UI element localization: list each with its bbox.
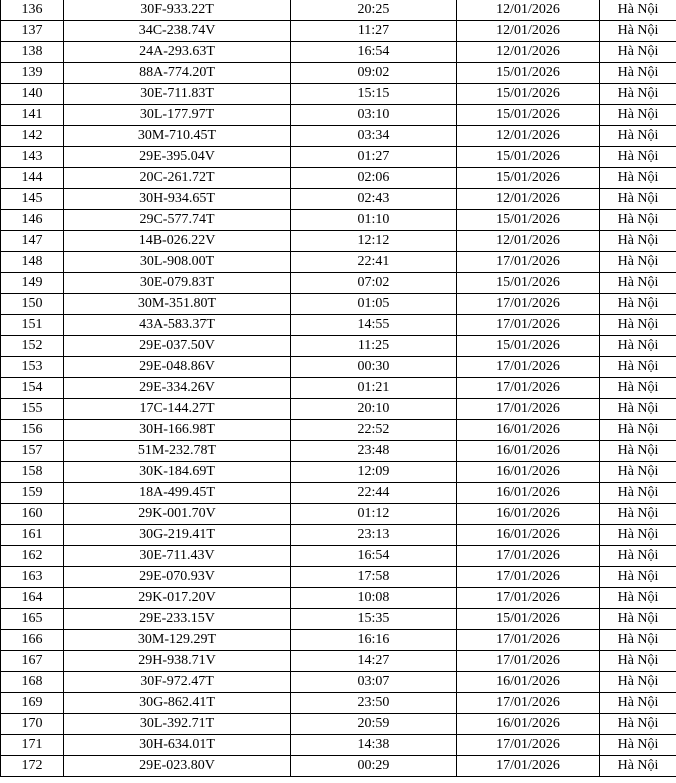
- table-row: [1, 231, 676, 252]
- time-cell: 15:35: [291, 609, 457, 630]
- time-cell: 01:27: [291, 147, 457, 168]
- time-cell: 14:38: [291, 735, 457, 756]
- license-plate-cell: 34C-238.74V: [64, 21, 291, 42]
- date-cell: 17/01/2026: [457, 756, 600, 777]
- date-cell: 17/01/2026: [457, 315, 600, 336]
- table-row: [1, 294, 676, 315]
- table-row: [1, 504, 676, 525]
- date-cell: 15/01/2026: [457, 210, 600, 231]
- license-plate-cell: 29E-334.26V: [64, 378, 291, 399]
- date-cell: 17/01/2026: [457, 294, 600, 315]
- license-plate-cell: 43A-583.37T: [64, 315, 291, 336]
- license-plate-cell: 30L-908.00T: [64, 252, 291, 273]
- time-cell: 16:54: [291, 546, 457, 567]
- time-cell: 23:13: [291, 525, 457, 546]
- date-cell: 17/01/2026: [457, 567, 600, 588]
- row-number-cell: 136: [1, 0, 64, 21]
- row-number-cell: 162: [1, 546, 64, 567]
- time-cell: 16:16: [291, 630, 457, 651]
- table-row: [1, 336, 676, 357]
- location-cell: Hà Nội: [600, 63, 676, 84]
- location-cell: Hà Nội: [600, 210, 676, 231]
- table-row: [1, 756, 676, 777]
- table-row: [1, 126, 676, 147]
- location-cell: Hà Nội: [600, 294, 676, 315]
- row-number-cell: 147: [1, 231, 64, 252]
- license-plate-cell: 30F-972.47T: [64, 672, 291, 693]
- time-cell: 11:25: [291, 336, 457, 357]
- time-cell: 07:02: [291, 273, 457, 294]
- location-cell: Hà Nội: [600, 735, 676, 756]
- table-row: [1, 546, 676, 567]
- date-cell: 15/01/2026: [457, 105, 600, 126]
- table-row: [1, 210, 676, 231]
- table-row: [1, 609, 676, 630]
- row-number-cell: 156: [1, 420, 64, 441]
- time-cell: 10:08: [291, 588, 457, 609]
- location-cell: Hà Nội: [600, 126, 676, 147]
- location-cell: Hà Nội: [600, 651, 676, 672]
- row-number-cell: 172: [1, 756, 64, 777]
- location-cell: Hà Nội: [600, 483, 676, 504]
- date-cell: 15/01/2026: [457, 273, 600, 294]
- row-number-cell: 165: [1, 609, 64, 630]
- location-cell: Hà Nội: [600, 399, 676, 420]
- table-row: [1, 273, 676, 294]
- license-plate-cell: 30M-129.29T: [64, 630, 291, 651]
- row-number-cell: 168: [1, 672, 64, 693]
- location-cell: Hà Nội: [600, 441, 676, 462]
- row-number-cell: 142: [1, 126, 64, 147]
- row-number-cell: 157: [1, 441, 64, 462]
- location-cell: Hà Nội: [600, 756, 676, 777]
- location-cell: Hà Nội: [600, 504, 676, 525]
- time-cell: 22:52: [291, 420, 457, 441]
- time-cell: 14:27: [291, 651, 457, 672]
- table-row: [1, 693, 676, 714]
- location-cell: Hà Nội: [600, 189, 676, 210]
- license-plate-cell: 24A-293.63T: [64, 42, 291, 63]
- license-plate-cell: 30G-219.41T: [64, 525, 291, 546]
- date-cell: 17/01/2026: [457, 630, 600, 651]
- date-cell: 17/01/2026: [457, 546, 600, 567]
- license-plate-cell: 51M-232.78T: [64, 441, 291, 462]
- time-cell: 20:10: [291, 399, 457, 420]
- table-row: [1, 714, 676, 735]
- date-cell: 15/01/2026: [457, 609, 600, 630]
- date-cell: 17/01/2026: [457, 357, 600, 378]
- row-number-cell: 141: [1, 105, 64, 126]
- location-cell: Hà Nội: [600, 273, 676, 294]
- row-number-cell: 139: [1, 63, 64, 84]
- location-cell: Hà Nội: [600, 336, 676, 357]
- row-number-cell: 144: [1, 168, 64, 189]
- row-number-cell: 155: [1, 399, 64, 420]
- date-cell: 17/01/2026: [457, 378, 600, 399]
- row-number-cell: 158: [1, 462, 64, 483]
- row-number-cell: 149: [1, 273, 64, 294]
- row-number-cell: 145: [1, 189, 64, 210]
- date-cell: 17/01/2026: [457, 252, 600, 273]
- row-number-cell: 137: [1, 21, 64, 42]
- date-cell: 16/01/2026: [457, 462, 600, 483]
- table-row: [1, 147, 676, 168]
- row-number-cell: 150: [1, 294, 64, 315]
- table-row: [1, 441, 676, 462]
- time-cell: 01:10: [291, 210, 457, 231]
- license-plate-cell: 30M-351.80T: [64, 294, 291, 315]
- time-cell: 23:48: [291, 441, 457, 462]
- location-cell: Hà Nội: [600, 105, 676, 126]
- location-cell: Hà Nội: [600, 84, 676, 105]
- table-row: [1, 189, 676, 210]
- row-number-cell: 163: [1, 567, 64, 588]
- date-cell: 16/01/2026: [457, 441, 600, 462]
- time-cell: 00:29: [291, 756, 457, 777]
- row-number-cell: 148: [1, 252, 64, 273]
- table-row: [1, 462, 676, 483]
- table-row: [1, 630, 676, 651]
- location-cell: Hà Nội: [600, 378, 676, 399]
- location-cell: Hà Nội: [600, 714, 676, 735]
- table-row: [1, 588, 676, 609]
- table-row: [1, 42, 676, 63]
- time-cell: 03:07: [291, 672, 457, 693]
- date-cell: 16/01/2026: [457, 714, 600, 735]
- location-cell: Hà Nội: [600, 147, 676, 168]
- license-plate-cell: 30K-184.69T: [64, 462, 291, 483]
- table-row: [1, 252, 676, 273]
- row-number-cell: 160: [1, 504, 64, 525]
- license-plate-cell: 30E-711.83T: [64, 84, 291, 105]
- location-cell: Hà Nội: [600, 630, 676, 651]
- table-row: [1, 315, 676, 336]
- table-row: [1, 21, 676, 42]
- time-cell: 11:27: [291, 21, 457, 42]
- row-number-cell: 167: [1, 651, 64, 672]
- time-cell: 03:34: [291, 126, 457, 147]
- location-cell: Hà Nội: [600, 357, 676, 378]
- license-plate-cell: 29H-938.71V: [64, 651, 291, 672]
- license-plate-cell: 30L-177.97T: [64, 105, 291, 126]
- license-plate-cell: 30L-392.71T: [64, 714, 291, 735]
- date-cell: 17/01/2026: [457, 399, 600, 420]
- location-cell: Hà Nội: [600, 525, 676, 546]
- time-cell: 15:15: [291, 84, 457, 105]
- license-plate-cell: 29E-048.86V: [64, 357, 291, 378]
- date-cell: 15/01/2026: [457, 336, 600, 357]
- row-number-cell: 143: [1, 147, 64, 168]
- table-row: [1, 378, 676, 399]
- date-cell: 17/01/2026: [457, 693, 600, 714]
- time-cell: 14:55: [291, 315, 457, 336]
- location-cell: Hà Nội: [600, 462, 676, 483]
- date-cell: 12/01/2026: [457, 231, 600, 252]
- license-plate-cell: 30F-933.22T: [64, 0, 291, 21]
- location-cell: Hà Nội: [600, 252, 676, 273]
- license-plate-cell: 30G-862.41T: [64, 693, 291, 714]
- license-plate-cell: 29E-070.93V: [64, 567, 291, 588]
- table-row: [1, 63, 676, 84]
- table-row: [1, 399, 676, 420]
- time-cell: 09:02: [291, 63, 457, 84]
- time-cell: 01:12: [291, 504, 457, 525]
- row-number-cell: 169: [1, 693, 64, 714]
- location-cell: Hà Nội: [600, 609, 676, 630]
- time-cell: 00:30: [291, 357, 457, 378]
- location-cell: Hà Nội: [600, 168, 676, 189]
- license-plate-cell: 30E-711.43V: [64, 546, 291, 567]
- license-plate-cell: 17C-144.27T: [64, 399, 291, 420]
- time-cell: 12:12: [291, 231, 457, 252]
- date-cell: 16/01/2026: [457, 672, 600, 693]
- time-cell: 16:54: [291, 42, 457, 63]
- date-cell: 16/01/2026: [457, 483, 600, 504]
- license-plate-cell: 29E-037.50V: [64, 336, 291, 357]
- table-row: [1, 483, 676, 504]
- license-plate-cell: 30H-166.98T: [64, 420, 291, 441]
- location-cell: Hà Nội: [600, 231, 676, 252]
- location-cell: Hà Nội: [600, 21, 676, 42]
- time-cell: 03:10: [291, 105, 457, 126]
- license-plate-cell: 30H-634.01T: [64, 735, 291, 756]
- row-number-cell: 140: [1, 84, 64, 105]
- row-number-cell: 170: [1, 714, 64, 735]
- license-plate-cell: 30H-934.65T: [64, 189, 291, 210]
- location-cell: Hà Nội: [600, 420, 676, 441]
- location-cell: Hà Nội: [600, 315, 676, 336]
- time-cell: 02:06: [291, 168, 457, 189]
- time-cell: 22:41: [291, 252, 457, 273]
- time-cell: 20:59: [291, 714, 457, 735]
- license-plate-cell: 29E-233.15V: [64, 609, 291, 630]
- license-plate-cell: 14B-026.22V: [64, 231, 291, 252]
- table-row: [1, 357, 676, 378]
- row-number-cell: 154: [1, 378, 64, 399]
- table-row: [1, 735, 676, 756]
- table-row: [1, 567, 676, 588]
- table-row: [1, 672, 676, 693]
- license-plate-cell: 29C-577.74T: [64, 210, 291, 231]
- date-cell: 12/01/2026: [457, 42, 600, 63]
- location-cell: Hà Nội: [600, 672, 676, 693]
- row-number-cell: 138: [1, 42, 64, 63]
- location-cell: Hà Nội: [600, 546, 676, 567]
- row-number-cell: 153: [1, 357, 64, 378]
- location-cell: Hà Nội: [600, 42, 676, 63]
- date-cell: 15/01/2026: [457, 147, 600, 168]
- date-cell: 16/01/2026: [457, 504, 600, 525]
- license-plate-cell: 30M-710.45T: [64, 126, 291, 147]
- row-number-cell: 146: [1, 210, 64, 231]
- location-cell: Hà Nội: [600, 567, 676, 588]
- row-number-cell: 166: [1, 630, 64, 651]
- row-number-cell: 171: [1, 735, 64, 756]
- license-plate-cell: 29K-017.20V: [64, 588, 291, 609]
- date-cell: 12/01/2026: [457, 189, 600, 210]
- time-cell: 17:58: [291, 567, 457, 588]
- table-row: [1, 84, 676, 105]
- location-cell: Hà Nội: [600, 588, 676, 609]
- time-cell: 01:21: [291, 378, 457, 399]
- time-cell: 12:09: [291, 462, 457, 483]
- row-number-cell: 159: [1, 483, 64, 504]
- time-cell: 02:43: [291, 189, 457, 210]
- date-cell: 12/01/2026: [457, 126, 600, 147]
- table-row: [1, 168, 676, 189]
- table-row: [1, 105, 676, 126]
- time-cell: 01:05: [291, 294, 457, 315]
- row-number-cell: 152: [1, 336, 64, 357]
- date-cell: 16/01/2026: [457, 420, 600, 441]
- date-cell: 15/01/2026: [457, 84, 600, 105]
- table-body: [1, 0, 676, 777]
- table-row: [1, 651, 676, 672]
- license-plate-cell: 20C-261.72T: [64, 168, 291, 189]
- date-cell: 17/01/2026: [457, 735, 600, 756]
- table-row: [1, 525, 676, 546]
- date-cell: 12/01/2026: [457, 21, 600, 42]
- license-plate-cell: 30E-079.83T: [64, 273, 291, 294]
- time-cell: 22:44: [291, 483, 457, 504]
- license-plate-cell: 18A-499.45T: [64, 483, 291, 504]
- date-cell: 17/01/2026: [457, 651, 600, 672]
- time-cell: 23:50: [291, 693, 457, 714]
- location-cell: Hà Nội: [600, 0, 676, 21]
- license-plate-cell: 29E-395.04V: [64, 147, 291, 168]
- table-row: [1, 420, 676, 441]
- location-cell: Hà Nội: [600, 693, 676, 714]
- license-plate-cell: 29K-001.70V: [64, 504, 291, 525]
- row-number-cell: 161: [1, 525, 64, 546]
- date-cell: 16/01/2026: [457, 525, 600, 546]
- license-plate-cell: 88A-774.20T: [64, 63, 291, 84]
- date-cell: 15/01/2026: [457, 63, 600, 84]
- date-cell: 17/01/2026: [457, 588, 600, 609]
- time-cell: 20:25: [291, 0, 457, 21]
- date-cell: 12/01/2026: [457, 0, 600, 21]
- row-number-cell: 164: [1, 588, 64, 609]
- license-plate-cell: 29E-023.80V: [64, 756, 291, 777]
- date-cell: 15/01/2026: [457, 168, 600, 189]
- row-number-cell: 151: [1, 315, 64, 336]
- table-row: [1, 0, 676, 21]
